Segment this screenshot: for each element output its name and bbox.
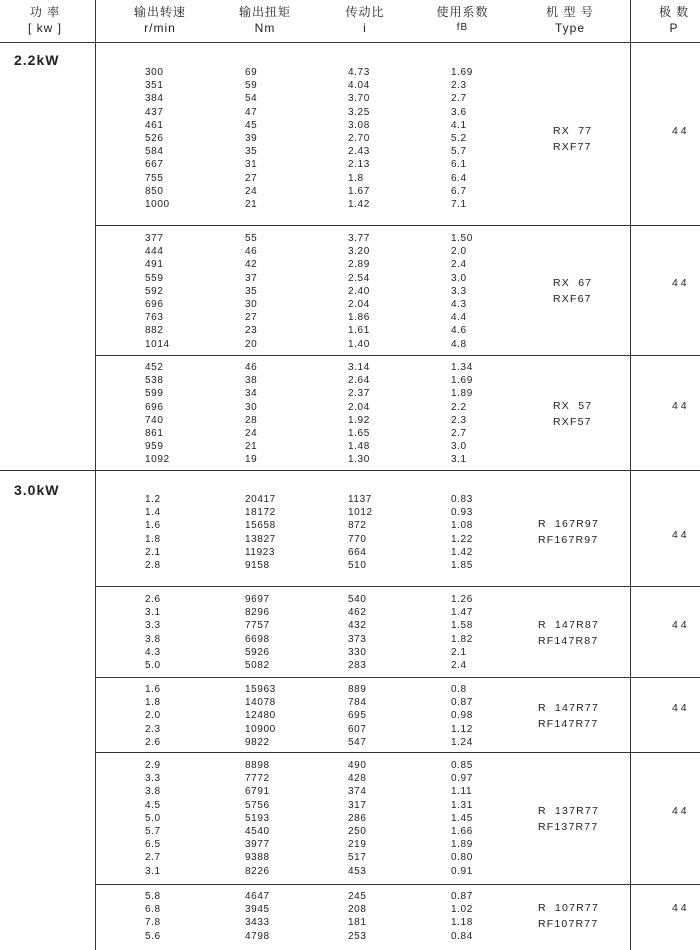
header-rule (0, 42, 700, 43)
torque-column: 8898 7772 6791 5756 5193 4540 3977 9388 8226 (245, 760, 270, 877)
section-power-label: 2.2kW (14, 52, 60, 68)
header-torque-label: 输出扭矩 (238, 5, 291, 19)
ratio-column: 490 428 374 317 286 250 219 517 453 (348, 760, 367, 877)
pole-count: 4 4 (672, 805, 687, 817)
factor-column: 0.83 0.93 1.08 1.22 1.42 1.85 (451, 494, 473, 572)
speed-column: 452 538 599 696 740 861 959 1092 (145, 362, 170, 466)
divider-power-column (95, 0, 96, 950)
group-rule (95, 225, 700, 226)
header-factor-label: 使用系数 (436, 5, 489, 19)
pole-count: 4 4 (672, 125, 687, 137)
header-factor (420, 4, 505, 36)
model-type: R 107R77 RF107R77 (538, 902, 599, 930)
section-rule (0, 470, 700, 471)
torque-column: 69 59 54 47 45 39 35 31 27 24 21 (245, 67, 258, 211)
model-type: RX 57 RXF57 (553, 400, 593, 428)
ratio-column: 4.73 4.04 3.70 3.25 3.08 2.70 2.43 2.13 1.8 1.67 1.42 (348, 67, 370, 211)
torque-column: 55 46 42 37 35 30 27 23 20 (245, 233, 258, 350)
group-rule (95, 677, 700, 678)
header-poles-label: 极 数 (658, 5, 690, 19)
speed-column: 377 444 491 559 592 696 763 882 1014 (145, 233, 170, 350)
header-ratio-label: 传动比 (345, 5, 385, 19)
speed-column: 300 351 384 437 461 526 584 667 755 850 1000 (145, 67, 170, 211)
header-torque-unit: Nm (254, 21, 276, 35)
speed-column: 2.9 3.3 3.8 4.5 5.0 5.7 6.5 2.7 3.1 (145, 760, 161, 877)
pole-count: 4 4 (672, 400, 687, 412)
torque-column: 20417 18172 15658 13827 11923 9158 (245, 494, 276, 572)
pole-count: 4 4 (672, 902, 687, 914)
factor-column: 0.85 0.97 1.11 1.31 1.45 1.66 1.89 0.80 0.91 (451, 760, 473, 877)
factor-column: 1.34 1.69 1.89 2.2 2.3 2.7 3.0 3.1 (451, 362, 473, 466)
torque-column: 15963 14078 12480 10900 9822 (245, 684, 276, 748)
header-type-label: 机 型 号 (546, 5, 594, 19)
header-poles (652, 4, 696, 36)
model-type: R 147R87 RF147R87 (538, 619, 599, 647)
model-type: R 137R77 RF137R77 (538, 805, 599, 833)
factor-column: 1.50 2.0 2.4 3.0 3.3 4.3 4.4 4.6 4.8 (451, 233, 473, 350)
pole-count: 4 4 (672, 529, 687, 541)
ratio-column: 1137 1012 872 770 664 510 (348, 494, 373, 572)
torque-column: 46 38 34 30 28 24 21 19 (245, 362, 258, 466)
header-type-unit: Type (554, 21, 585, 35)
header-torque (225, 4, 305, 36)
speed-column: 1.6 1.8 2.0 2.3 2.6 (145, 684, 161, 748)
speed-column: 5.8 6.8 7.8 5.6 (145, 891, 161, 942)
ratio-column: 3.14 2.64 2.37 2.04 1.92 1.65 1.48 1.30 (348, 362, 370, 466)
pole-count: 4 4 (672, 702, 687, 714)
group-rule (95, 586, 700, 587)
factor-column: 1.26 1.47 1.58 1.82 2.1 2.4 (451, 594, 473, 672)
group-rule (95, 884, 700, 885)
model-type: R 167R97 RF167R97 (538, 518, 599, 546)
divider-poles-column (630, 0, 631, 950)
factor-column: 0.87 1.02 1.18 0.84 (451, 891, 473, 942)
header-type (530, 4, 610, 36)
group-rule (95, 752, 700, 753)
header-ratio (330, 4, 400, 36)
group-rule (95, 355, 700, 356)
ratio-column: 245 208 181 253 (348, 891, 367, 942)
header-power-label: 功 率 (29, 5, 61, 19)
section-power-label: 3.0kW (14, 482, 60, 498)
model-type: RX 67 RXF67 (553, 277, 593, 305)
factor-column: 1.69 2.3 2.7 3.6 4.1 5.2 5.7 6.1 6.4 6.7 7.1 (451, 67, 473, 211)
model-type: R 147R77 RF147R77 (538, 702, 599, 730)
header-speed-label: 输出转速 (133, 5, 186, 19)
factor-column: 0.8 0.87 0.98 1.12 1.24 (451, 684, 473, 748)
header-ratio-unit: i (363, 21, 367, 35)
speed-column: 1.2 1.4 1.6 1.8 2.1 2.8 (145, 494, 161, 572)
header-poles-unit: P (669, 21, 679, 35)
header-power (15, 4, 75, 36)
header-factor-unit: fB (456, 22, 469, 33)
pole-count: 4 4 (672, 619, 687, 631)
ratio-column: 889 784 695 607 547 (348, 684, 367, 748)
header-speed-unit: r/min (144, 21, 176, 35)
pole-count: 4 4 (672, 277, 687, 289)
model-type: RX 77 RXF77 (553, 125, 593, 153)
torque-column: 9697 8296 7757 6698 5926 5082 (245, 594, 270, 672)
ratio-column: 540 462 432 373 330 283 (348, 594, 367, 672)
ratio-column: 3.77 3.20 2.89 2.54 2.40 2.04 1.86 1.61 1.40 (348, 233, 370, 350)
torque-column: 4647 3945 3433 4798 (245, 891, 270, 942)
header-power-unit: [ kw ] (27, 21, 62, 35)
header-speed (120, 4, 200, 36)
speed-column: 2.6 3.1 3.3 3.8 4.3 5.0 (145, 594, 161, 672)
